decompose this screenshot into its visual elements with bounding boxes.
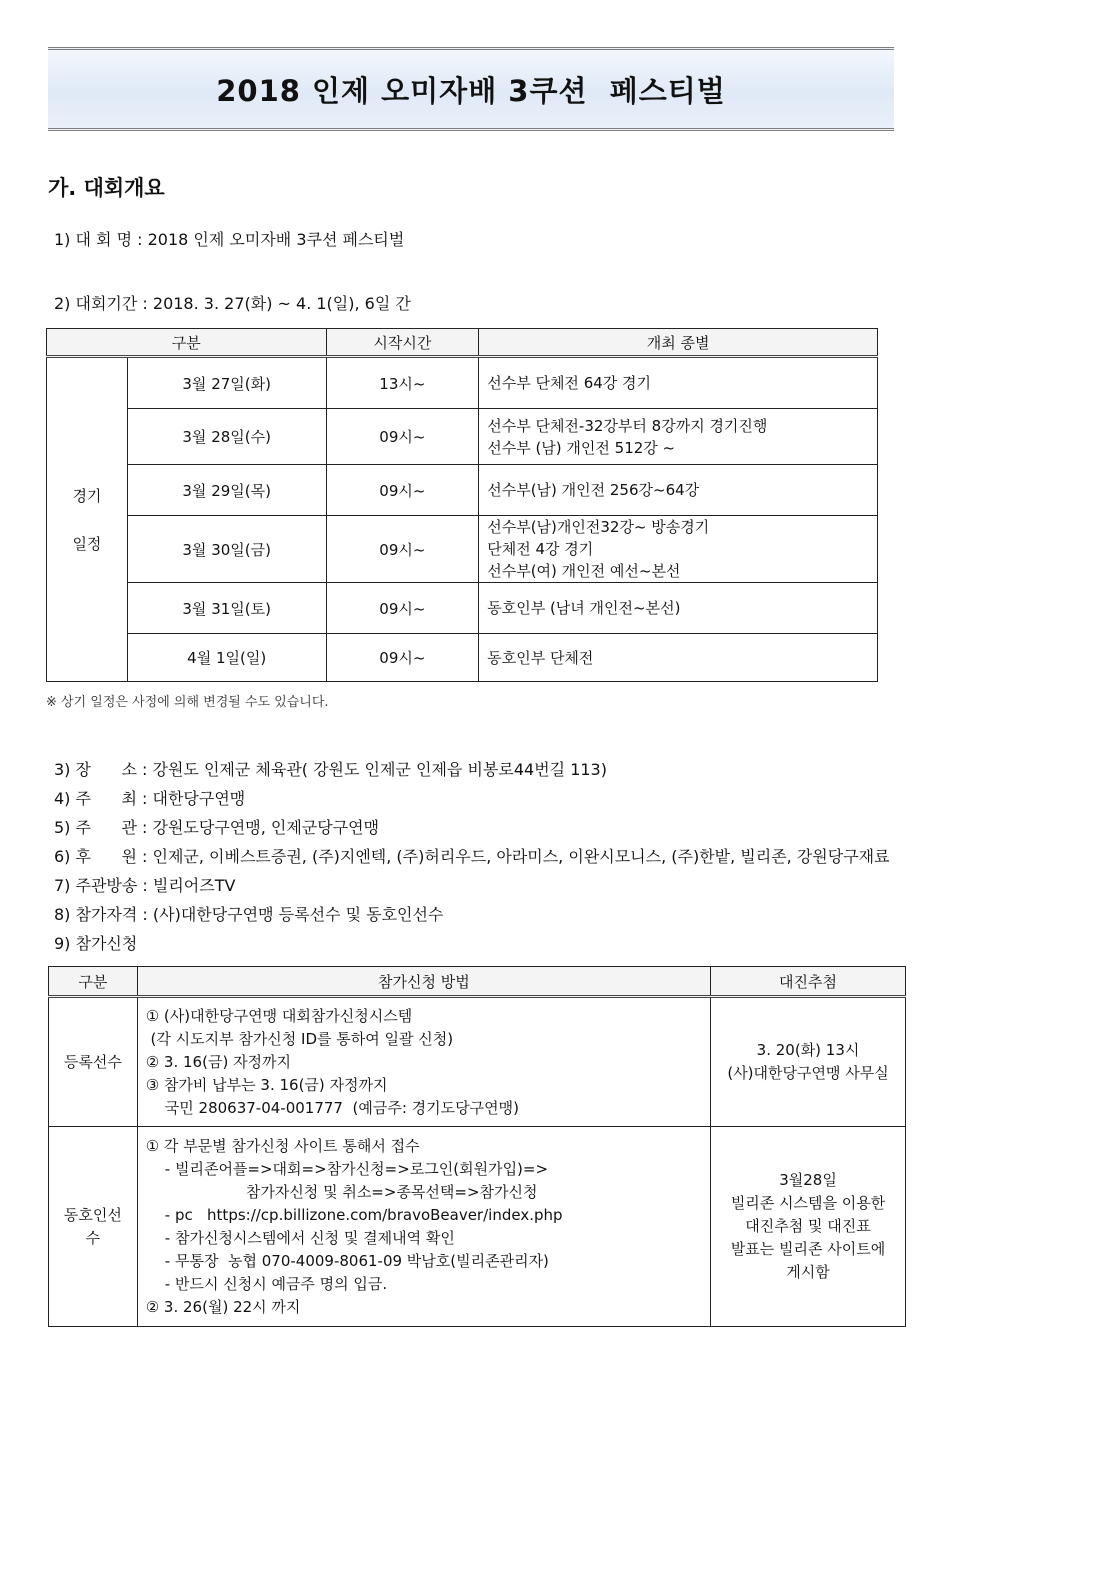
- schedule-date: 3월 27일(화): [127, 357, 326, 409]
- page-title: 2018 인제 오미자배 3쿠션 페스티벌: [216, 73, 726, 108]
- schedule-event: 선수부 단체전 64강 경기: [487, 374, 652, 392]
- overview-line-organizer: 5) 주 관 : 강원도당구연맹, 인제군당구연맹: [54, 818, 380, 837]
- schedule-category-line1: 경기: [72, 486, 102, 505]
- schedule-note: ※ 상기 일정은 사정에 의해 변경될 수도 있습니다.: [46, 695, 329, 710]
- draw-line: 대진추첨 및 대진표: [745, 1217, 871, 1235]
- draw-line: 발표는 빌리존 사이트에: [730, 1240, 886, 1258]
- schedule-header-row: [47, 329, 878, 357]
- table-row: [49, 1127, 906, 1327]
- table-row: [47, 465, 878, 516]
- schedule-event: 동호인부 (남녀 개인전~본선): [487, 599, 681, 617]
- method-line: - 빌리존어플=>대회=>참가신청=>로그인(회원가입)=>: [145, 1159, 549, 1178]
- registration-draw: [711, 1127, 906, 1327]
- schedule-event: 선수부(남)개인전32강~ 방송경기: [487, 518, 710, 536]
- registration-method: [137, 1127, 710, 1327]
- schedule-event: 선수부 단체전-32강부터 8강까지 경기진행: [487, 416, 768, 435]
- schedule-events: [479, 516, 878, 583]
- schedule-time: 09시~: [326, 634, 479, 682]
- method-line: 국민 280637-04-001777 (예금주: 경기도당구연맹): [145, 1098, 519, 1117]
- draw-line: 게시함: [786, 1263, 830, 1281]
- schedule-header-category: 구분: [47, 329, 327, 357]
- schedule-events: [479, 634, 878, 682]
- schedule-time: 09시~: [326, 409, 479, 465]
- schedule-event: 선수부 (남) 개인전 512강 ~: [487, 438, 676, 457]
- overview-line-broadcast: 7) 주관방송 : 빌리어즈TV: [54, 876, 236, 895]
- schedule-events: [479, 409, 878, 465]
- overview-line-registration: 9) 참가신청: [54, 934, 138, 953]
- schedule-time: 09시~: [326, 516, 479, 583]
- schedule-time: 09시~: [326, 465, 479, 516]
- title-banner: [48, 47, 894, 131]
- draw-line: 3월28일: [779, 1171, 837, 1189]
- table-row: [47, 516, 878, 583]
- schedule-event: 선수부(남) 개인전 256강~64강: [487, 481, 700, 499]
- overview-line-sponsors: 6) 후 원 : 인제군, 이베스트증권, (주)지엔텍, (주)허리우드, 아라미스, 이완시모니스, (주)한밭, 빌리존, 강원당구재료: [54, 847, 890, 866]
- schedule-events: [479, 357, 878, 409]
- method-line: - 무통장 농협 070-4009-8061-09 박남호(빌리존관리자): [145, 1251, 549, 1270]
- draw-line: (사)대한당구연맹 사무실: [727, 1064, 889, 1082]
- draw-line: 빌리존 시스템을 이용한: [730, 1194, 886, 1212]
- schedule-date: 3월 28일(수): [127, 409, 326, 465]
- method-line: ① (사)대한당구연맹 대회참가신청시스템: [145, 1006, 413, 1025]
- method-line: - pc https://cp.billizone.com/bravoBeaver/index.php: [145, 1205, 563, 1224]
- registration-method: [137, 997, 710, 1127]
- overview-line-host: 4) 주 최 : 대한당구연맹: [54, 789, 246, 808]
- method-line: ② 3. 26(월) 22시 까지: [145, 1297, 301, 1316]
- schedule-event: 동호인부 단체전: [487, 648, 594, 667]
- draw-line: 3. 20(화) 13시: [756, 1041, 860, 1059]
- registration-header-draw: 대진추첨: [711, 967, 906, 997]
- registration-header-row: [49, 967, 906, 997]
- method-line: ② 3. 16(금) 자정까지: [145, 1052, 292, 1071]
- method-line: - 반드시 신청시 예금주 명의 입금.: [145, 1274, 388, 1293]
- method-line: ① 각 부문별 참가신청 사이트 통해서 접수: [145, 1136, 420, 1155]
- registration-header-category: 구분: [49, 967, 138, 997]
- table-row: [47, 409, 878, 465]
- method-line: - 참가신청시스템에서 신청 및 결제내역 확인: [145, 1228, 455, 1247]
- overview-line-period: 2) 대회기간 : 2018. 3. 27(화) ~ 4. 1(일), 6일 간: [54, 294, 411, 313]
- method-line: ③ 참가비 납부는 3. 16(금) 자정까지: [145, 1075, 388, 1094]
- method-line: 참가자신청 및 취소=>종목선택=>참가신청: [145, 1182, 538, 1201]
- schedule-date: 3월 29일(목): [127, 465, 326, 516]
- schedule-time: 09시~: [326, 583, 479, 634]
- schedule-date: 3월 30일(금): [127, 516, 326, 583]
- overview-line-name: 1) 대 회 명 : 2018 인제 오미자배 3쿠션 페스티벌: [54, 230, 405, 249]
- schedule-header-events: 개최 종별: [479, 329, 878, 357]
- schedule-date: 4월 1일(일): [127, 634, 326, 682]
- schedule-events: [479, 583, 878, 634]
- schedule-table: [46, 328, 878, 682]
- table-row: [49, 997, 906, 1127]
- table-row: [47, 634, 878, 682]
- registration-draw: [711, 997, 906, 1127]
- table-row: [47, 583, 878, 634]
- registration-header-method: 참가신청 방법: [137, 967, 710, 997]
- registration-category: 등록선수: [49, 997, 138, 1127]
- schedule-events: [479, 465, 878, 516]
- schedule-header-time: 시작시간: [326, 329, 479, 357]
- method-line: (각 시도지부 참가신청 ID를 통하여 일괄 신청): [145, 1029, 454, 1048]
- registration-table: [48, 966, 906, 1327]
- schedule-event: 선수부(여) 개인전 예선~본선: [487, 562, 681, 580]
- table-row: [47, 357, 878, 409]
- schedule-category-cell: [47, 357, 128, 682]
- section-heading: 가. 대회개요: [48, 176, 165, 200]
- registration-category: 동호인선수: [49, 1127, 138, 1327]
- overview-line-venue: 3) 장 소 : 강원도 인제군 체육관( 강원도 인제군 인제읍 비봉로44번길 113): [54, 760, 607, 779]
- schedule-category-line2: 일정: [72, 534, 102, 553]
- schedule-date: 3월 31일(토): [127, 583, 326, 634]
- overview-line-eligibility: 8) 참가자격 : (사)대한당구연맹 등록선수 및 동호인선수: [54, 905, 444, 924]
- schedule-time: 13시~: [326, 357, 479, 409]
- schedule-event: 단체전 4강 경기: [487, 540, 594, 558]
